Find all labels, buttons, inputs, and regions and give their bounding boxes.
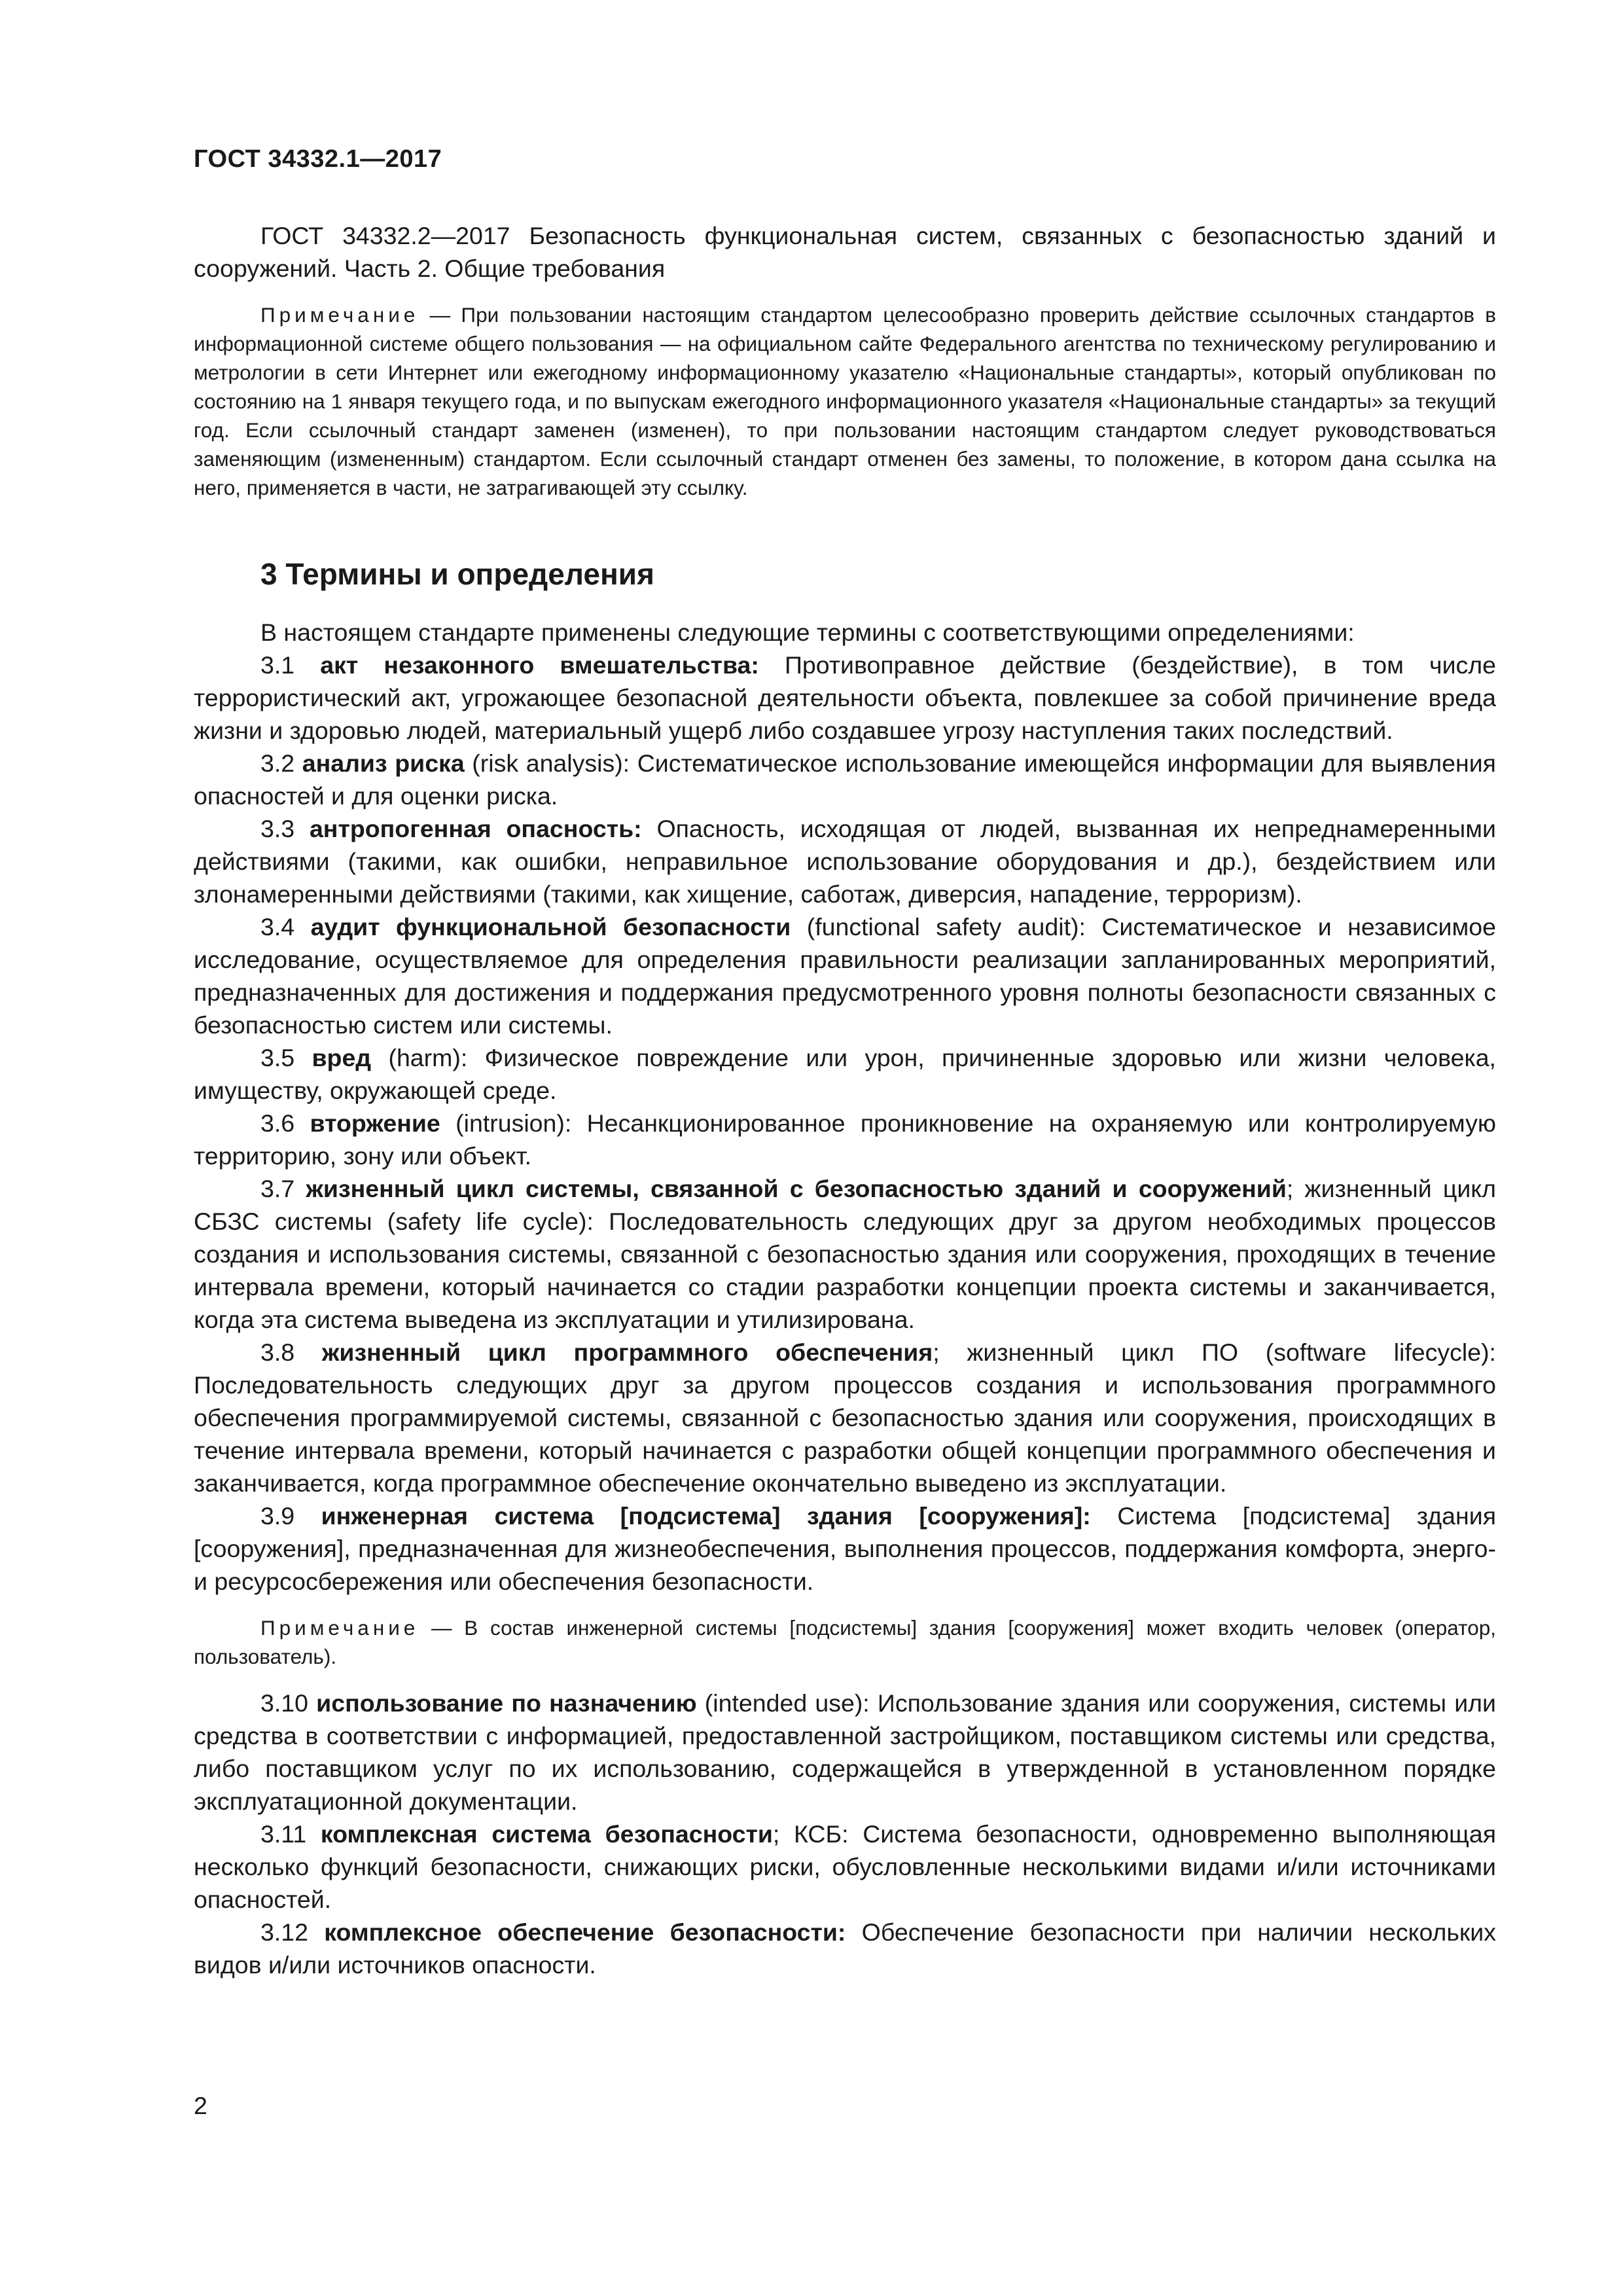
section-title: 3 Термины и определения <box>260 557 654 591</box>
term-entry <box>194 1041 1496 1107</box>
term-name: комплексное обеспечение безопасности: <box>324 1918 846 1946</box>
term-definition: Система [подсистема] здания [сооружения], предназначенная для жизнеобеспечения, выполнения процессов, поддержания комфорта, энерго- и ресурсосбережения или обеспечения безопасности. <box>194 1502 1496 1595</box>
term-definition: ; жизненный цикл СБЗС системы (safety life cycle): Последовательность следующих друг за другом необходимых процессов создания и использования системы, связанной с безопасностью здания или сооружения, проходящих в течение интервала времени, который начинается со стадии разработки концепции проекта системы и заканчивается, когда эта система выведена из эксплуатации и утилизирована. <box>194 1175 1496 1333</box>
note-label: Примечание <box>260 1616 419 1640</box>
term-name: вред <box>312 1044 372 1071</box>
term-name: аудит функциональной безопасности <box>310 913 791 941</box>
term-name: жизненный цикл программного обеспечения <box>321 1338 933 1366</box>
terms-list <box>194 649 1496 1598</box>
term-definition: ; КСБ: Система безопасности, одновременно выполняющая несколько функций безопасности, снижающих риски, обусловленные несколькими видами и/или источниками опасностей. <box>194 1820 1496 1913</box>
term-name: анализ риска <box>302 749 465 777</box>
term-number: 3.8 <box>260 1338 322 1366</box>
term-number: 3.5 <box>260 1044 312 1071</box>
note-text: — В состав инженерной системы [подсистемы] здания [сооружения] может входить человек (оператор, пользователь). <box>194 1616 1496 1668</box>
term-definition: (intrusion): Несанкционированное проникновение на охраняемую или контролируемую территорию, зону или объект. <box>194 1109 1496 1170</box>
term-entry <box>194 1172 1496 1336</box>
term-entry <box>194 910 1496 1041</box>
term-name: антропогенная опасность: <box>309 815 642 842</box>
term-name: вторжение <box>310 1109 440 1137</box>
term-entry <box>194 1107 1496 1172</box>
terms-list-continued <box>194 1687 1496 1981</box>
reference-entry: ГОСТ 34332.2—2017 Безопасность функциональная систем, связанных с безопасностью зданий и сооружений. Часть 2. Общие требования <box>194 222 1496 282</box>
term-definition: (functional safety audit): Систематическое и независимое исследование, осуществляемое для определения правильности реализации запланированных мероприятий, предназначенных для достижения и поддержания предусмотренного уровня полноты безопасности связанных с безопасностью систем или системы. <box>194 913 1496 1039</box>
term-entry <box>194 649 1496 747</box>
document-body <box>194 219 1496 1981</box>
term-definition: (intended use): Использование здания или сооружения, системы или средства в соответствии с информацией, предоставленной застройщиком, поставщиком системы или средства, либо поставщиком услуг по их использованию, содержащейся в утвержденной в установленном порядке эксплуатационной документации. <box>194 1689 1496 1815</box>
term-entry <box>194 1818 1496 1916</box>
term-number: 3.1 <box>260 651 321 679</box>
term-name: акт незаконного вмешательства: <box>320 651 759 679</box>
page-number: 2 <box>194 2092 207 2119</box>
term-note <box>194 1613 1496 1671</box>
term-number: 3.2 <box>260 749 302 777</box>
term-definition: ; жизненный цикл ПО (software lifecycle): Последовательность следующих друг за другом процессов создания и использования программного обеспечения программируемой системы, связанной с безопасностью здания или сооружения, происходящих в течение интервала времени, который начинается с разработки общей концепции программного обеспечения и заканчивается, когда программное обеспечение окончательно выведено из эксплуатации. <box>194 1338 1496 1497</box>
term-number: 3.6 <box>260 1109 310 1137</box>
note-label: Примечание <box>260 303 419 327</box>
term-number: 3.4 <box>260 913 311 941</box>
term-definition: (risk analysis): Систематическое использование имеющейся информации для выявления опасностей и для оценки риска. <box>194 749 1496 810</box>
standard-id-header: ГОСТ 34332.1—2017 <box>194 145 442 173</box>
term-definition: (harm): Физическое повреждение или урон, причиненные здоровью или жизни человека, имуществу, окружающей среде. <box>194 1044 1496 1104</box>
term-entry <box>194 747 1496 812</box>
term-number: 3.11 <box>260 1820 321 1848</box>
term-number: 3.7 <box>260 1175 306 1202</box>
term-definition: Обеспечение безопасности при наличии нескольких видов и/или источников опасности. <box>194 1918 1496 1979</box>
term-entry <box>194 812 1496 910</box>
term-name: жизненный цикл системы, связанной с безопасностью зданий и сооружений <box>306 1175 1287 1202</box>
term-name: инженерная система [подсистема] здания [сооружения]: <box>321 1502 1091 1530</box>
term-number: 3.9 <box>260 1502 321 1530</box>
term-definition: Противоправное действие (бездействие), в том числе террористический акт, угрожающее безопасной деятельности объекта, повлекшее за собой причинение вреда жизни и здоровью людей, материальный ущерб либо создавшее угрозу наступления таких последствий. <box>194 651 1496 744</box>
term-number: 3.3 <box>260 815 310 842</box>
term-entry <box>194 1499 1496 1598</box>
term-entry <box>194 1916 1496 1981</box>
references-note <box>194 300 1496 502</box>
term-entry <box>194 1687 1496 1818</box>
note-text: — При пользовании настоящим стандартом целесообразно проверить действие ссылочных стандартов в информационной системе общего пользования — на официальном сайте Федерального агентства по техническому регулированию и метрологии в сети Интернет или ежегодному информационному указателю «Национальные стандарты», который опубликован по состоянию на 1 января текущего года, и по выпускам ежегодного информационного указателя «Национальные стандарты» за текущий год. Если ссылочный стандарт заменен (изменен), то при пользовании настоящим стандартом следует руководствоваться заменяющим (измененным) стандартом. Если ссылочный стандарт отменен без замены, то положение, в котором дана ссылка на него, применяется в части, не затрагивающей эту ссылку. <box>194 303 1496 499</box>
term-definition: Опасность, исходящая от людей, вызванная их непреднамеренными действиями (такими, как ошибки, неправильное использование оборудования и др.), бездействием или злонамеренными действиями (такими, как хищение, саботаж, диверсия, нападение, терроризм). <box>194 815 1496 908</box>
term-number: 3.12 <box>260 1918 325 1946</box>
term-number: 3.10 <box>260 1689 317 1717</box>
term-name: комплексная система безопасности <box>320 1820 773 1848</box>
section-intro: В настоящем стандарте применены следующие термины с соответствующими определениями: <box>260 619 1355 646</box>
term-name: использование по назначению <box>316 1689 697 1717</box>
term-entry <box>194 1336 1496 1499</box>
